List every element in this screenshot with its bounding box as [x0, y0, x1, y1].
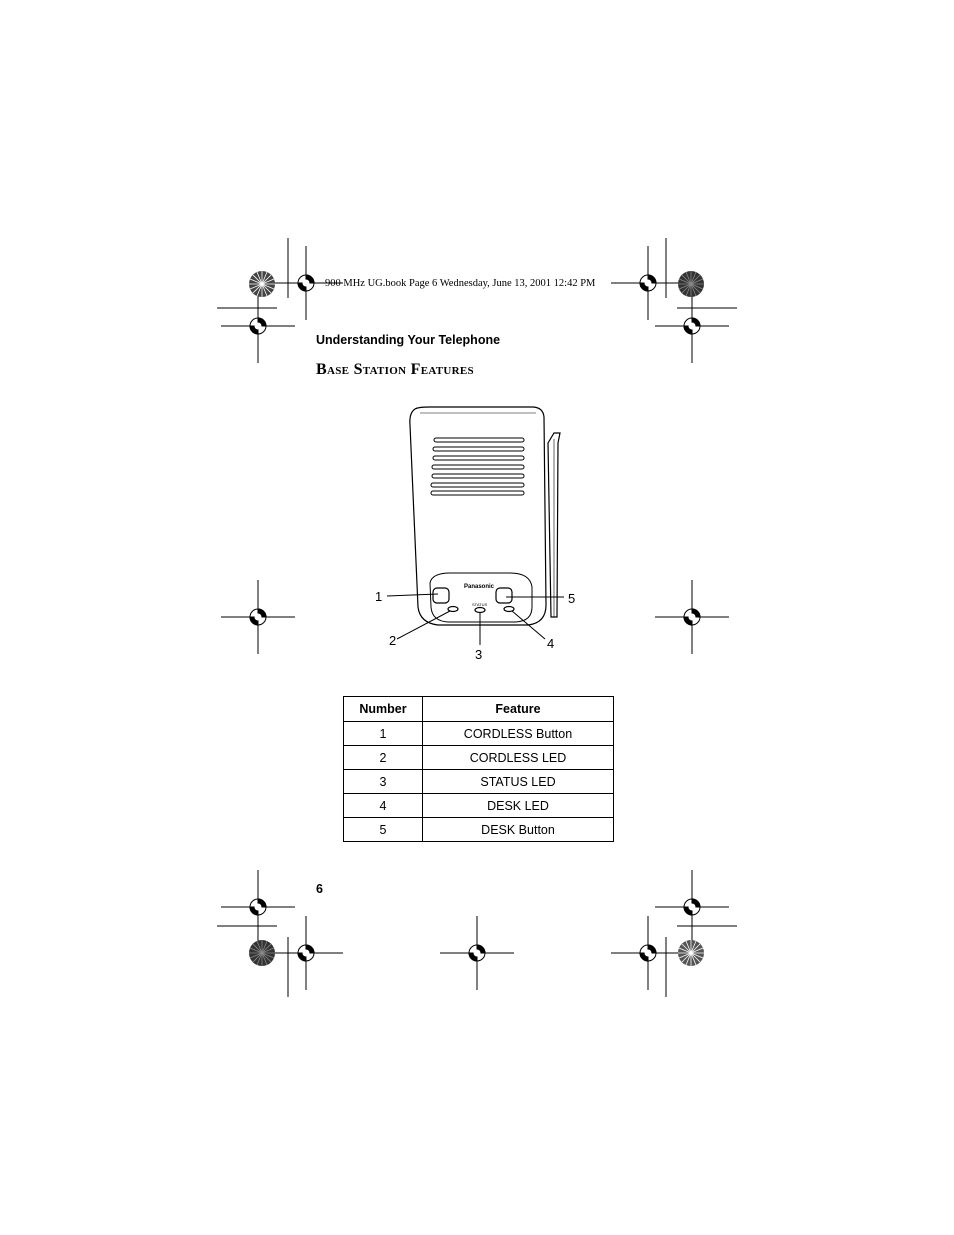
- callout-2: 2: [389, 633, 397, 648]
- cell-feature: STATUS LED: [423, 770, 614, 794]
- cell-feature: DESK LED: [423, 794, 614, 818]
- cell-feature: CORDLESS Button: [423, 722, 614, 746]
- starburst-mark: [678, 271, 704, 297]
- table-header-row: [344, 697, 614, 722]
- callout-3: 3: [475, 647, 483, 662]
- cell-number: 5: [344, 818, 423, 842]
- callout-5: 5: [568, 591, 576, 606]
- table-row: [344, 746, 614, 770]
- status-led: [475, 608, 485, 613]
- callout-4: 4: [547, 636, 555, 651]
- base-station-illustration: [360, 395, 600, 670]
- feature-table: [343, 696, 614, 842]
- starburst-mark: [249, 271, 275, 297]
- desk-button: [496, 588, 512, 603]
- status-label: STATUS: [472, 602, 488, 607]
- speaker-grille: [431, 438, 524, 495]
- callout-1: 1: [375, 589, 383, 604]
- section-title: Base Station Features: [316, 361, 474, 378]
- cell-number: 1: [344, 722, 423, 746]
- running-header: Understanding Your Telephone: [316, 333, 501, 347]
- cell-feature: DESK Button: [423, 818, 614, 842]
- cell-number: 2: [344, 746, 423, 770]
- cell-number: 4: [344, 794, 423, 818]
- column-header-feature: Feature: [423, 697, 614, 722]
- table-row: [344, 722, 614, 746]
- table-row: [344, 770, 614, 794]
- starburst-mark: [678, 940, 704, 966]
- desk-led: [504, 607, 514, 612]
- page-number: 6: [316, 882, 323, 896]
- table-row: [344, 818, 614, 842]
- cell-number: 3: [344, 770, 423, 794]
- cordless-button: [433, 588, 449, 603]
- print-slug: 900 MHz UG.book Page 6 Wednesday, June 13, 2001 12:42 PM: [325, 278, 596, 289]
- brand-label: Panasonic: [464, 584, 495, 590]
- cell-feature: CORDLESS LED: [423, 746, 614, 770]
- table-row: [344, 794, 614, 818]
- starburst-mark: [249, 940, 275, 966]
- column-header-number: Number: [344, 697, 423, 722]
